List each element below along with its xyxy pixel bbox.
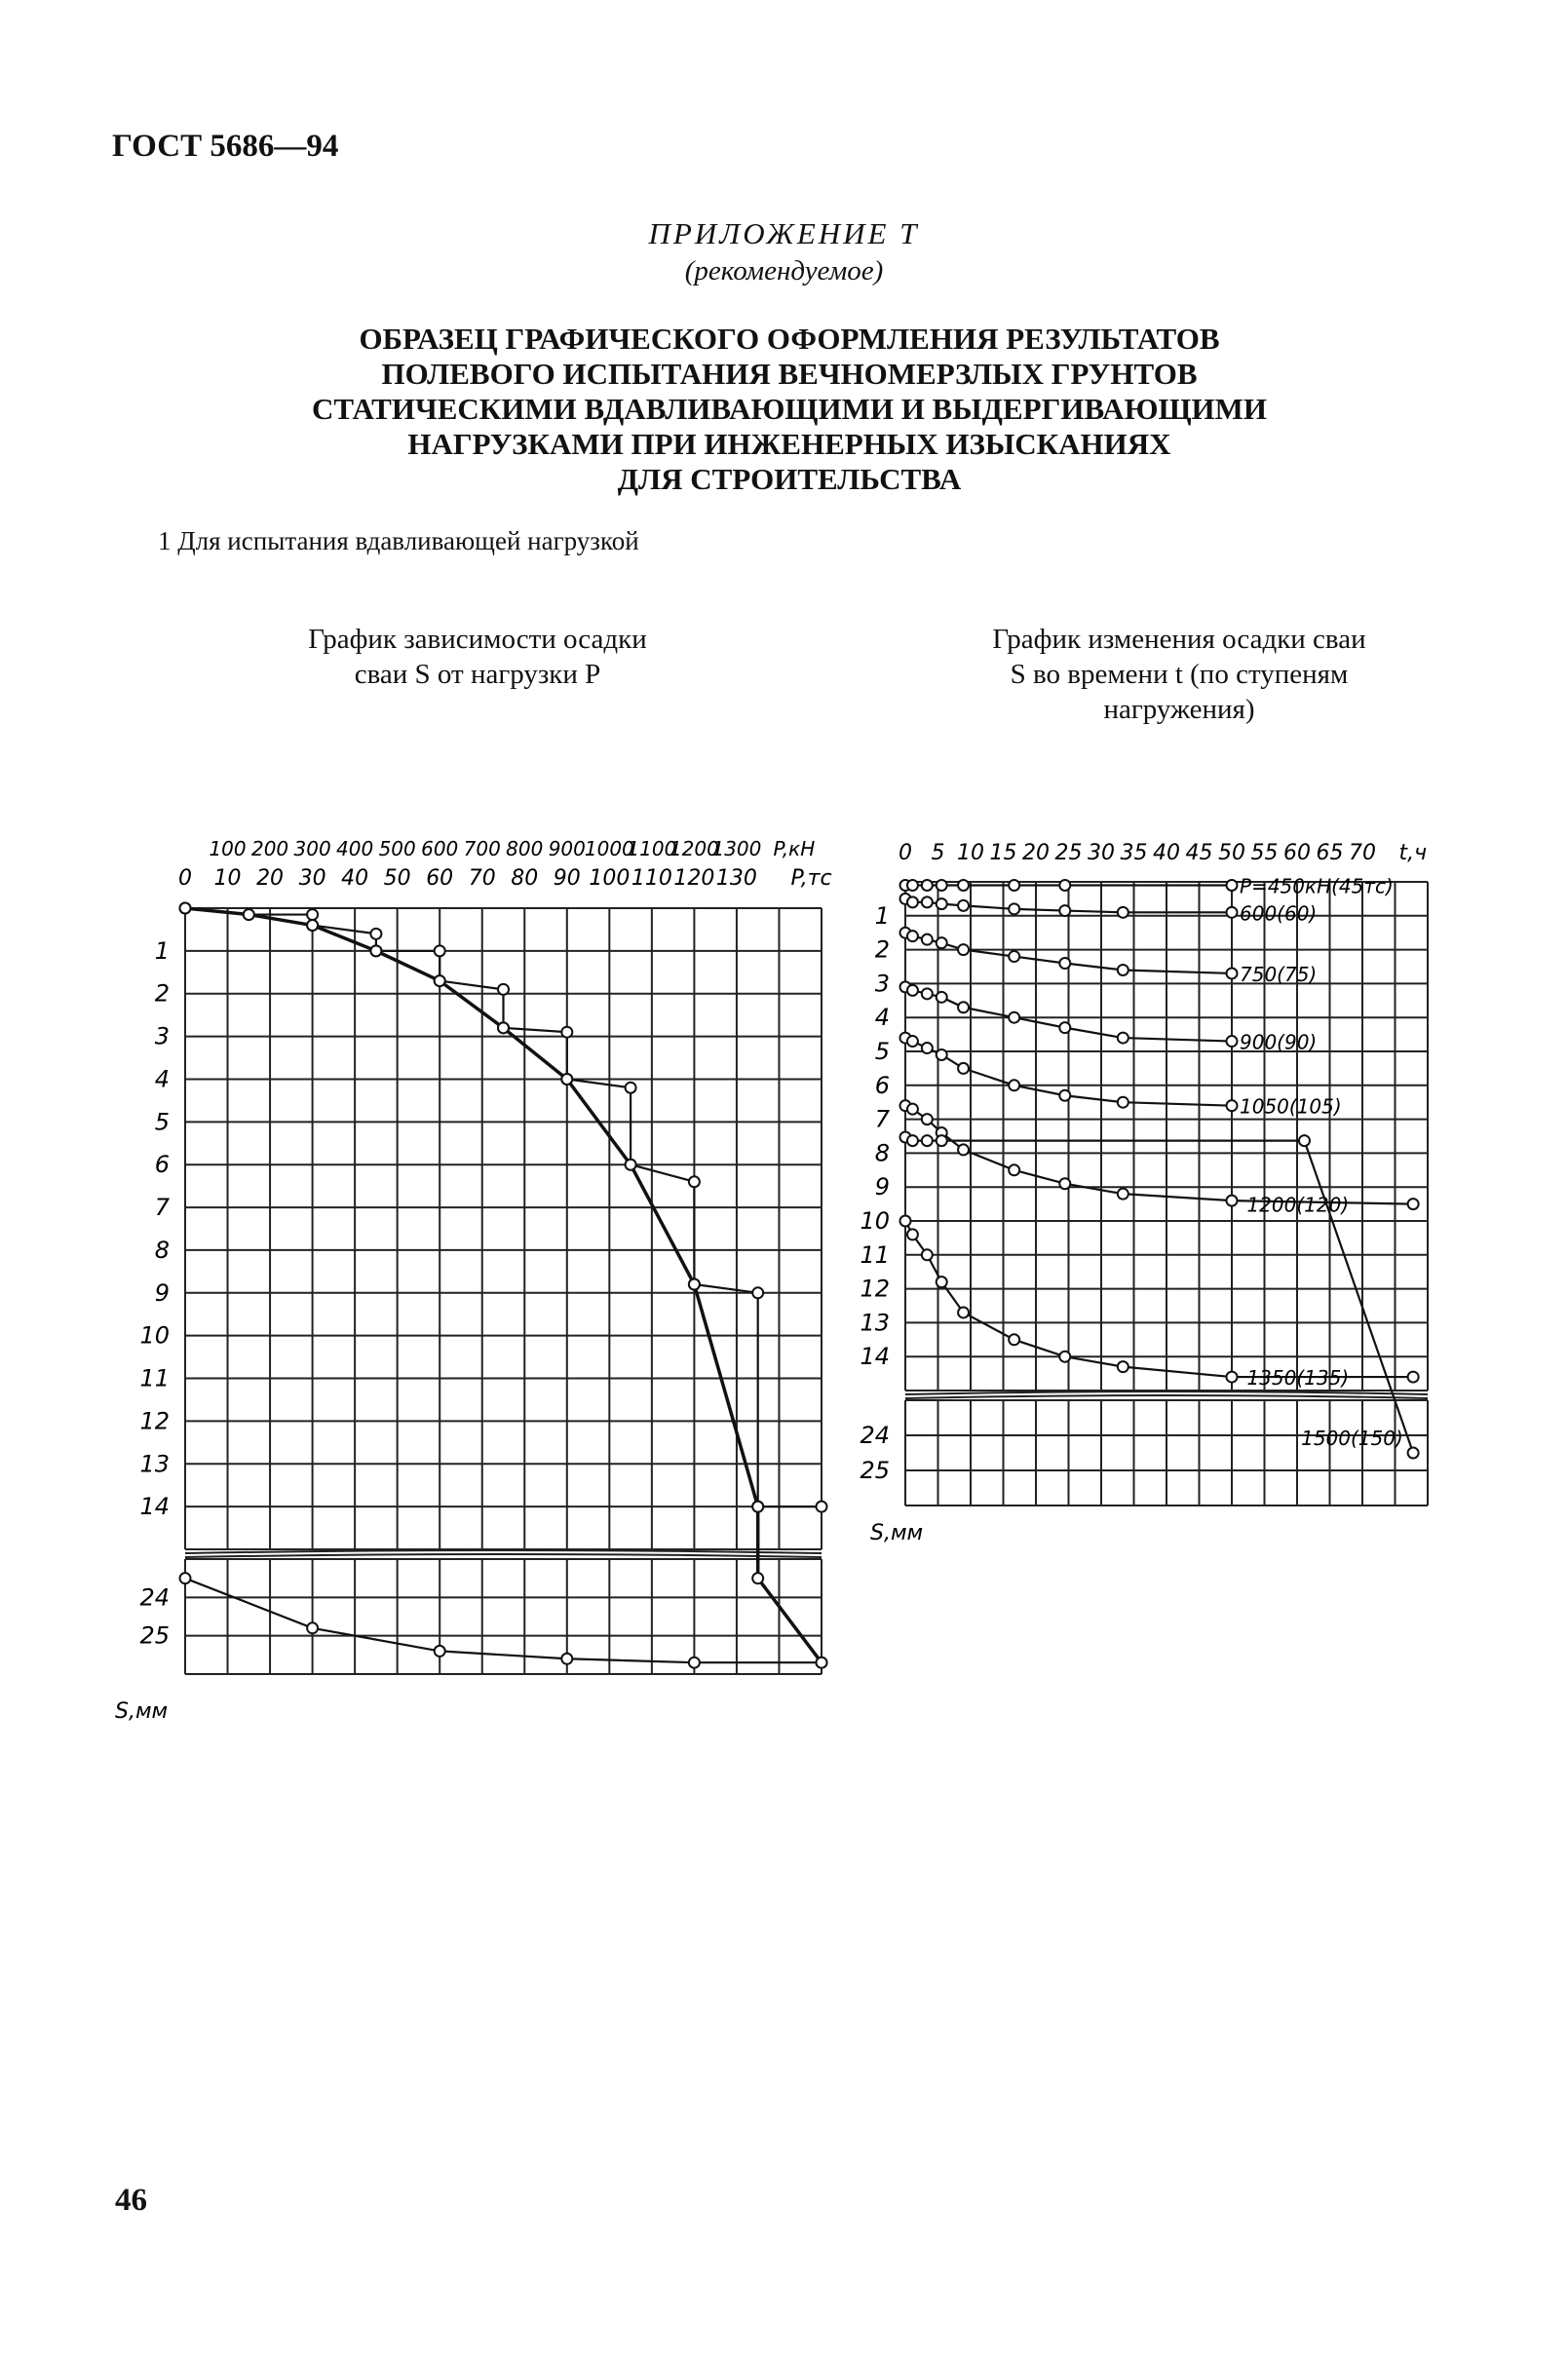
y-tick-label: 14 bbox=[860, 1343, 890, 1371]
x-tick-label: 130 bbox=[715, 866, 757, 891]
y-tick-label: 5 bbox=[874, 1038, 890, 1065]
data-point bbox=[907, 931, 918, 941]
x-tick-label: 0 bbox=[899, 841, 912, 865]
y-tick-label: 2 bbox=[154, 979, 170, 1008]
chart2-title-line: нагружения) bbox=[1103, 694, 1255, 725]
x-tick-label: 70 bbox=[468, 866, 496, 891]
data-point bbox=[958, 900, 969, 911]
x-tick-label: 35 bbox=[1120, 841, 1148, 865]
x-top-tick-label: 100 bbox=[209, 837, 247, 860]
data-point bbox=[922, 1043, 933, 1053]
series-line bbox=[905, 1106, 1413, 1204]
y-axis-unit: S,мм bbox=[115, 1699, 169, 1724]
data-point bbox=[1227, 1372, 1238, 1383]
x-tick-label: 0 bbox=[178, 866, 192, 891]
data-point bbox=[1059, 1178, 1070, 1189]
data-point bbox=[937, 1277, 947, 1287]
data-point bbox=[1059, 1352, 1070, 1362]
data-point bbox=[1009, 1080, 1019, 1090]
x-tick-label: 15 bbox=[989, 841, 1017, 865]
heading-line: ОБРАЗЕЦ ГРАФИЧЕСКОГО ОФОРМЛЕНИЯ РЕЗУЛЬТАТОВ bbox=[359, 322, 1220, 356]
data-point bbox=[937, 1049, 947, 1060]
section-label: 1 Для испытания вдавливающей нагрузкой bbox=[158, 526, 639, 555]
x-top-tick-label: 400 bbox=[336, 837, 374, 860]
x-tick-label: 50 bbox=[1218, 841, 1245, 865]
x-tick-label: 30 bbox=[298, 866, 326, 891]
data-point bbox=[907, 985, 918, 996]
x-tick-label: 20 bbox=[256, 866, 285, 891]
y-tick-label: 25 bbox=[860, 1457, 890, 1484]
data-point bbox=[1009, 880, 1019, 891]
heading-line: ДЛЯ СТРОИТЕЛЬСТВА bbox=[617, 462, 962, 496]
chart1-title-line: сваи S от нагрузки P bbox=[354, 659, 601, 690]
data-point bbox=[958, 1063, 969, 1074]
document-code: ГОСТ 5686—94 bbox=[112, 129, 339, 164]
appendix-subtitle: (рекомендуемое) bbox=[684, 255, 884, 286]
x-tick-label: 10 bbox=[957, 841, 984, 865]
data-point bbox=[937, 1135, 947, 1146]
data-point bbox=[958, 1002, 969, 1012]
appendix-title: ПРИЛОЖЕНИЕ Т bbox=[648, 216, 920, 250]
x-tick-label: 65 bbox=[1316, 841, 1344, 865]
y-tick-label: 13 bbox=[139, 1450, 170, 1478]
chart1-title-line: График зависимости осадки bbox=[308, 624, 647, 655]
series-label: 1350(135) bbox=[1246, 1366, 1350, 1391]
data-point bbox=[1059, 958, 1070, 969]
data-point bbox=[1118, 965, 1128, 975]
data-point bbox=[907, 880, 918, 891]
data-point bbox=[900, 1216, 911, 1227]
x-top-tick-label: 1200 bbox=[669, 837, 719, 860]
data-point bbox=[1408, 1448, 1419, 1459]
series-line bbox=[905, 1221, 1413, 1377]
series-label: 1200(120) bbox=[1246, 1193, 1350, 1217]
x-top-tick-label: 300 bbox=[293, 837, 331, 860]
data-point bbox=[1009, 903, 1019, 914]
x-tick-label: 110 bbox=[631, 866, 672, 891]
data-point bbox=[1118, 1189, 1128, 1200]
data-point bbox=[1118, 1361, 1128, 1372]
x-tick-label: 20 bbox=[1022, 841, 1050, 865]
x-top-tick-label: 800 bbox=[506, 837, 544, 860]
data-point bbox=[1118, 1033, 1128, 1044]
y-tick-label: 10 bbox=[860, 1207, 890, 1235]
y-tick-label: 5 bbox=[154, 1108, 170, 1136]
y-tick-label: 2 bbox=[874, 935, 890, 964]
y-tick-label: 7 bbox=[874, 1105, 890, 1133]
x-top-tick-label: 1100 bbox=[627, 837, 677, 860]
x-top-tick-label: 700 bbox=[463, 837, 501, 860]
y-tick-label: 8 bbox=[874, 1139, 890, 1167]
series-label: 600(60) bbox=[1240, 901, 1318, 926]
data-point bbox=[958, 1144, 969, 1155]
data-point bbox=[922, 880, 933, 891]
x-top-tick-label: 900 bbox=[548, 837, 586, 860]
x-axis-unit: t,ч bbox=[1398, 841, 1428, 865]
data-point bbox=[1227, 1196, 1238, 1206]
data-point bbox=[907, 1036, 918, 1047]
data-point bbox=[958, 1307, 969, 1317]
x-tick-label: 5 bbox=[931, 841, 945, 865]
x-tick-label: 70 bbox=[1349, 841, 1376, 865]
data-point bbox=[1227, 1100, 1238, 1111]
data-point bbox=[922, 1249, 933, 1260]
series-label: Р=450кН(45тс) bbox=[1240, 874, 1394, 898]
data-point bbox=[1059, 880, 1070, 891]
axis-break bbox=[905, 1391, 1428, 1394]
data-point bbox=[1009, 951, 1019, 962]
x-tick-label: 45 bbox=[1185, 841, 1213, 865]
x-tick-label: 60 bbox=[1283, 841, 1311, 865]
data-point bbox=[907, 1229, 918, 1239]
y-tick-label: 1 bbox=[154, 936, 170, 965]
series-label: 750(75) bbox=[1240, 962, 1318, 986]
data-point bbox=[1118, 1097, 1128, 1108]
y-tick-label: 3 bbox=[154, 1022, 170, 1050]
x-axis-unit: P,тс bbox=[790, 866, 832, 891]
data-point bbox=[1118, 907, 1128, 918]
x-tick-label: 120 bbox=[673, 866, 715, 891]
y-tick-label: 12 bbox=[139, 1407, 170, 1435]
data-point bbox=[1227, 907, 1238, 918]
y-tick-label: 6 bbox=[874, 1071, 890, 1099]
data-point bbox=[937, 880, 947, 891]
data-point bbox=[958, 944, 969, 955]
y-tick-label: 6 bbox=[154, 1151, 170, 1179]
y-tick-label: 9 bbox=[154, 1278, 170, 1307]
x-tick-label: 55 bbox=[1250, 841, 1279, 865]
data-point bbox=[922, 934, 933, 945]
y-tick-label: 7 bbox=[154, 1194, 170, 1222]
data-point bbox=[1009, 1334, 1019, 1345]
data-point bbox=[907, 1135, 918, 1146]
chart2-title-line: График изменения осадки сваи bbox=[992, 624, 1366, 655]
y-tick-label: 25 bbox=[139, 1621, 170, 1650]
data-point bbox=[907, 896, 918, 907]
series-line bbox=[905, 1137, 1413, 1453]
data-point bbox=[922, 1135, 933, 1146]
x-tick-label: 10 bbox=[213, 866, 242, 891]
series-label: 1050(105) bbox=[1240, 1094, 1342, 1119]
y-tick-label: 13 bbox=[860, 1309, 890, 1337]
data-point bbox=[922, 896, 933, 907]
data-point bbox=[922, 988, 933, 999]
y-tick-label: 1 bbox=[874, 901, 890, 930]
data-point bbox=[937, 937, 947, 948]
data-point bbox=[907, 1104, 918, 1115]
series-label: 900(90) bbox=[1240, 1030, 1318, 1054]
x-tick-label: 25 bbox=[1054, 841, 1083, 865]
x-tick-label: 100 bbox=[589, 866, 631, 891]
y-axis-unit: S,мм bbox=[870, 1521, 924, 1545]
data-point bbox=[1408, 1199, 1419, 1209]
series-label: 1500(150) bbox=[1301, 1427, 1403, 1450]
data-point bbox=[922, 1114, 933, 1124]
y-tick-label: 12 bbox=[860, 1275, 890, 1303]
x-tick-label: 40 bbox=[1153, 841, 1180, 865]
y-tick-label: 8 bbox=[154, 1236, 170, 1264]
y-tick-label: 4 bbox=[154, 1065, 170, 1093]
data-point bbox=[1227, 880, 1238, 891]
y-tick-label: 9 bbox=[874, 1173, 890, 1201]
y-tick-label: 24 bbox=[860, 1422, 890, 1449]
x-top-axis-unit: P,кН bbox=[773, 837, 816, 860]
data-point bbox=[1408, 1372, 1419, 1383]
data-point bbox=[1009, 1012, 1019, 1023]
heading-line: ПОЛЕВОГО ИСПЫТАНИЯ ВЕЧНОМЕРЗЛЫХ ГРУНТОВ bbox=[381, 357, 1198, 391]
x-tick-label: 90 bbox=[553, 866, 581, 891]
data-point bbox=[1227, 968, 1238, 978]
data-point bbox=[1059, 1022, 1070, 1033]
data-point bbox=[958, 880, 969, 891]
x-top-tick-label: 1300 bbox=[711, 837, 762, 860]
data-point bbox=[1009, 1164, 1019, 1175]
data-point bbox=[1059, 1090, 1070, 1101]
heading-line: СТАТИЧЕСКИМИ ВДАВЛИВАЮЩИМИ И ВЫДЕРГИВАЮЩИМИ bbox=[311, 392, 1267, 426]
x-tick-label: 80 bbox=[511, 866, 539, 891]
page-number: 46 bbox=[115, 2183, 147, 2218]
y-tick-label: 10 bbox=[139, 1321, 170, 1350]
axis-break bbox=[905, 1395, 1428, 1398]
data-point bbox=[1227, 1036, 1238, 1047]
y-tick-label: 24 bbox=[139, 1583, 170, 1612]
x-top-tick-label: 1000 bbox=[584, 837, 634, 860]
data-point bbox=[937, 898, 947, 909]
data-point bbox=[1059, 905, 1070, 916]
y-tick-label: 11 bbox=[860, 1240, 890, 1269]
x-tick-label: 30 bbox=[1088, 841, 1115, 865]
data-point bbox=[937, 992, 947, 1003]
x-top-tick-label: 600 bbox=[421, 837, 459, 860]
y-tick-label: 14 bbox=[139, 1493, 170, 1521]
y-tick-label: 11 bbox=[139, 1364, 170, 1392]
chart2-title-line: S во времени t (по ступеням bbox=[1010, 659, 1349, 690]
x-tick-label: 40 bbox=[341, 866, 369, 891]
data-point bbox=[1299, 1135, 1310, 1146]
x-top-tick-label: 500 bbox=[378, 837, 416, 860]
heading-line: НАГРУЗКАМИ ПРИ ИНЖЕНЕРНЫХ ИЗЫСКАНИЯХ bbox=[407, 427, 1171, 461]
y-tick-label: 4 bbox=[874, 1004, 890, 1032]
x-top-tick-label: 200 bbox=[250, 837, 289, 860]
y-tick-label: 3 bbox=[874, 970, 890, 998]
x-tick-label: 50 bbox=[383, 866, 411, 891]
x-tick-label: 60 bbox=[426, 866, 454, 891]
